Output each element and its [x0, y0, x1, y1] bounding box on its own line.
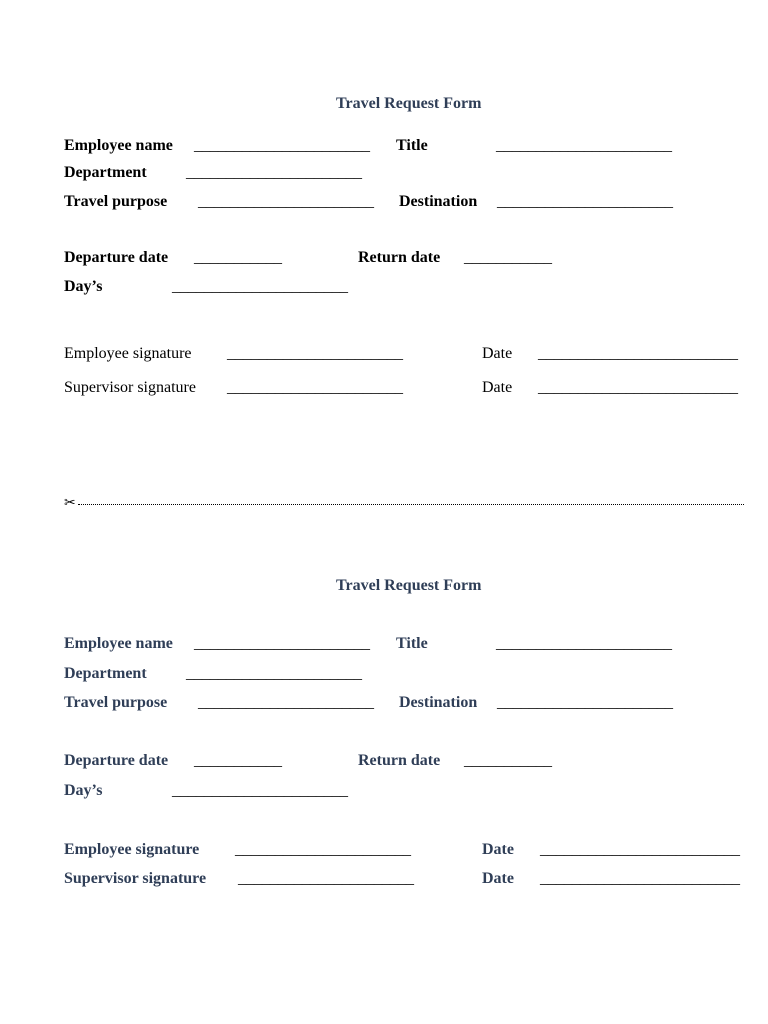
- employee-signature-field[interactable]: ______________________: [227, 345, 403, 362]
- form-title: Travel Request Form: [336, 577, 482, 594]
- destination-field[interactable]: ______________________: [497, 694, 673, 711]
- employee-date-field[interactable]: _________________________: [540, 841, 740, 858]
- department-field[interactable]: ______________________: [186, 665, 362, 682]
- departure-date-label: Departure date: [64, 249, 169, 266]
- return-date-field[interactable]: ___________: [464, 249, 552, 266]
- employee-name-field[interactable]: ______________________: [194, 635, 370, 652]
- dotted-divider: [78, 504, 744, 505]
- employee-signature-label: Employee signature: [64, 841, 200, 858]
- department-field[interactable]: ______________________: [186, 164, 362, 181]
- supervisor-date-field[interactable]: _________________________: [540, 870, 740, 887]
- employee-signature-label: Employee signature: [64, 345, 192, 362]
- departure-date-field[interactable]: ___________: [194, 249, 282, 266]
- departure-date-field[interactable]: ___________: [194, 752, 282, 769]
- supervisor-date-field[interactable]: _________________________: [538, 379, 738, 396]
- supervisor-signature-field[interactable]: ______________________: [238, 870, 414, 887]
- travel-purpose-field[interactable]: ______________________: [198, 193, 374, 210]
- title-label: Title: [396, 137, 428, 154]
- department-label: Department: [64, 665, 147, 682]
- supervisor-signature-field[interactable]: ______________________: [227, 379, 403, 396]
- employee-date-field[interactable]: _________________________: [538, 345, 738, 362]
- supervisor-date-label: Date: [482, 379, 513, 396]
- destination-label: Destination: [399, 193, 478, 210]
- days-field[interactable]: ______________________: [172, 278, 348, 295]
- supervisor-date-label: Date: [482, 870, 514, 887]
- return-date-field[interactable]: ___________: [464, 752, 552, 769]
- return-date-label: Return date: [358, 249, 441, 266]
- travel-purpose-label: Travel purpose: [64, 694, 168, 711]
- title-label: Title: [396, 635, 428, 652]
- days-label: Day’s: [64, 278, 103, 295]
- supervisor-signature-label: Supervisor signature: [64, 870, 207, 887]
- destination-label: Destination: [399, 694, 478, 711]
- employee-signature-field[interactable]: ______________________: [235, 841, 411, 858]
- days-field[interactable]: ______________________: [172, 782, 348, 799]
- employee-date-label: Date: [482, 345, 513, 362]
- travel-purpose-label: Travel purpose: [64, 193, 168, 210]
- cut-line: [64, 493, 744, 513]
- title-field[interactable]: ______________________: [496, 137, 672, 154]
- return-date-label: Return date: [358, 752, 441, 769]
- travel-purpose-field[interactable]: ______________________: [198, 694, 374, 711]
- employee-date-label: Date: [482, 841, 514, 858]
- employee-name-label: Employee name: [64, 635, 173, 652]
- departure-date-label: Departure date: [64, 752, 169, 769]
- title-field[interactable]: ______________________: [496, 635, 672, 652]
- department-label: Department: [64, 164, 147, 181]
- destination-field[interactable]: ______________________: [497, 193, 673, 210]
- supervisor-signature-label: Supervisor signature: [64, 379, 196, 396]
- employee-name-label: Employee name: [64, 137, 173, 154]
- employee-name-field[interactable]: ______________________: [194, 137, 370, 154]
- scissors-icon: ✂: [64, 495, 76, 511]
- days-label: Day’s: [64, 782, 103, 799]
- form-title: Travel Request Form: [336, 95, 482, 112]
